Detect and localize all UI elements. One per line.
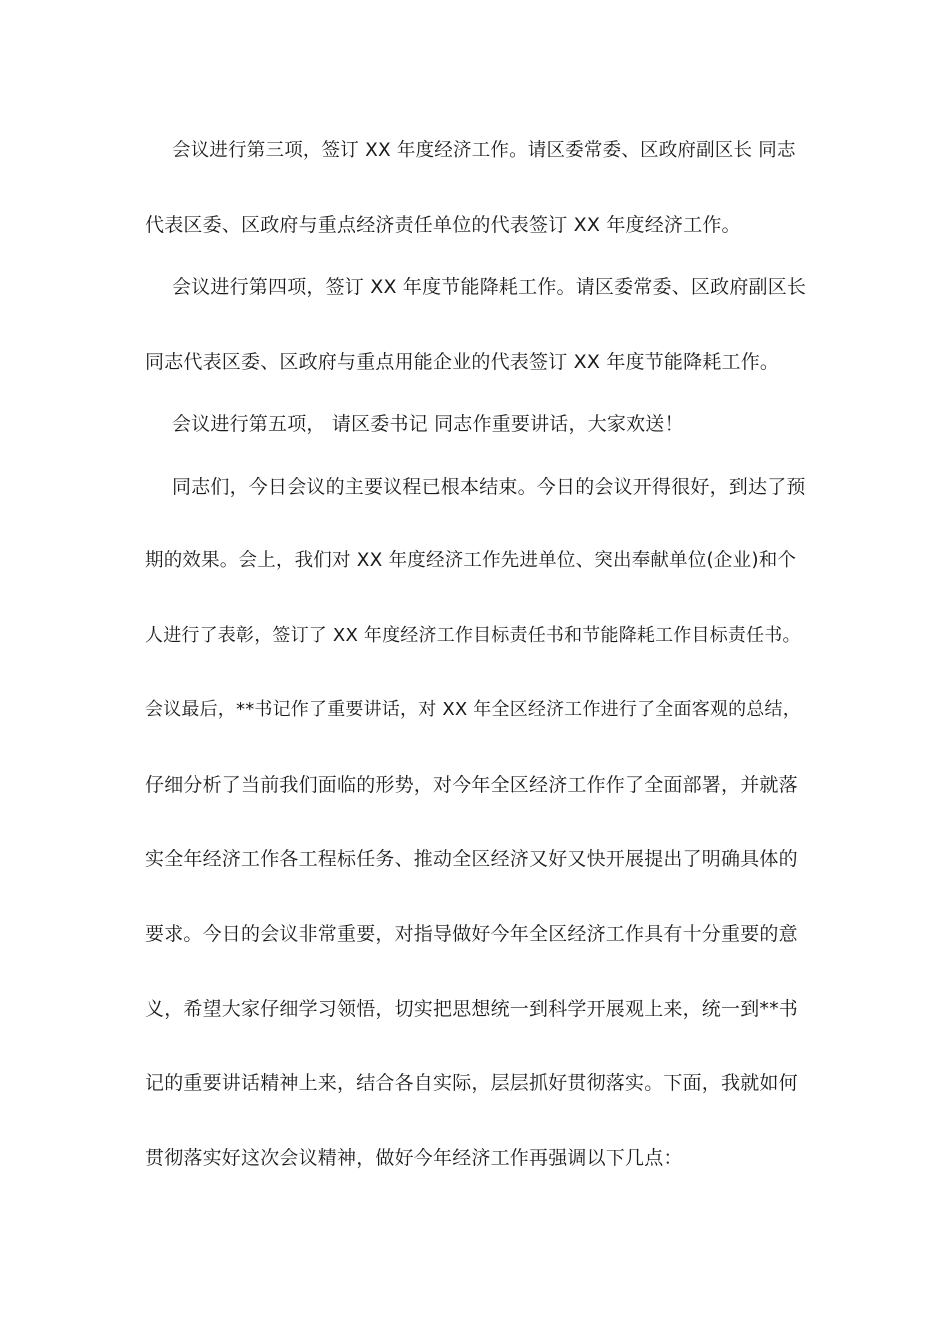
- paragraph-line: 实全年经济工作各工程标任务、推动全区经济又好又快开展提出了明确具体的: [145, 848, 798, 870]
- paragraph-line: 仔细分析了当前我们面临的形势，对今年全区经济工作作了全面部署，并就落: [145, 774, 798, 796]
- paragraph-line: 记的重要讲话精神上来，结合各自实际，层层抓好贯彻落实。下面，我就如何: [145, 1072, 798, 1094]
- paragraph-line: 贯彻落实好这次会议精神，做好今年经济工作再强调以下几点：: [145, 1147, 683, 1169]
- paragraph-line: 义，希望大家仔细学习领悟，切实把思想统一到科学开展观上来，统一到**书: [145, 998, 799, 1020]
- paragraph-line: 要求。今日的会议非常重要，对指导做好今年全区经济工作具有十分重要的意: [145, 923, 798, 945]
- paragraph-line: 会议进行第三项，签订 XX 年度经济工作。请区委常委、区政府副区长 同志: [172, 140, 796, 161]
- paragraph-line: 会议最后，**书记作了重要讲话，对 XX 年全区经济工作进行了全面客观的总结，: [145, 699, 801, 720]
- paragraph-line: 会议进行第五项， 请区委书记 同志作重要讲话，大家欢送！: [172, 413, 684, 435]
- paragraph-line: 会议进行第四项，签订 XX 年度节能降耗工作。请区委常委、区政府副区长: [172, 276, 807, 298]
- paragraph-line: 同志代表区委、区政府与重点用能企业的代表签订 XX 年度节能降耗工作。: [145, 351, 780, 373]
- paragraph-line: 人进行了表彰，签订了 XX 年度经济工作目标责任书和节能降耗工作目标责任书。: [145, 625, 801, 646]
- paragraph-line: 代表区委、区政府与重点经济责任单位的代表签订 XX 年度经济工作。: [145, 214, 741, 236]
- paragraph-line: 期的效果。会上，我们对 XX 年度经济工作先进单位、突出奉献单位(企业)和个: [145, 550, 797, 571]
- paragraph-line: 同志们，今日会议的主要议程已根本结束。今日的会议开得很好，到达了预: [172, 476, 806, 498]
